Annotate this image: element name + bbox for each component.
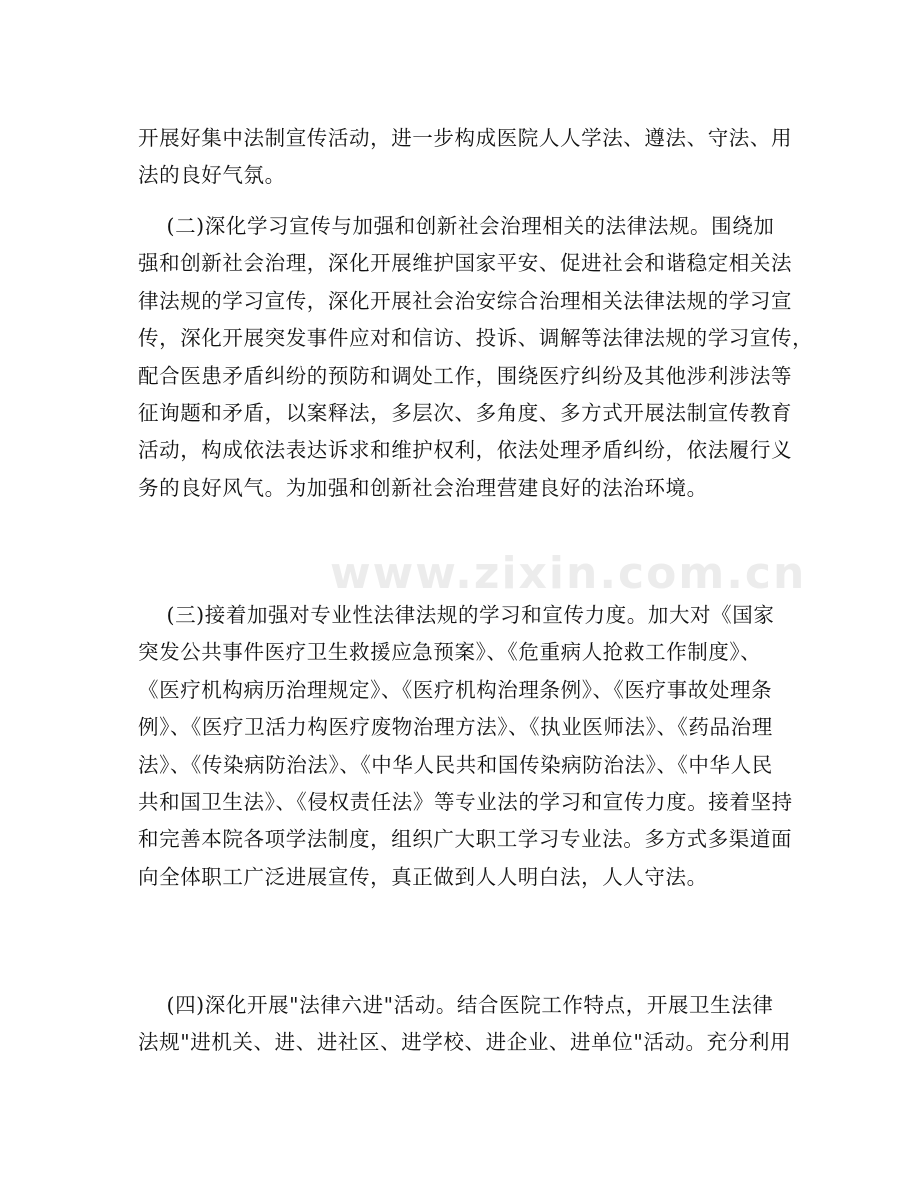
text-line: 法的良好气氛。 (138, 163, 286, 188)
text-line: 法规"进机关、进、进社区、进学校、进企业、进单位"活动。充分利用 (138, 1030, 792, 1055)
text-line: 共和国卫生法》、《侵权责任法》等专业法的学习和宣传力度。接着坚持 (138, 789, 793, 814)
text-line: 和完善本院各项学法制度，组织广大职工学习专业法。多方式多渠道面 (138, 827, 793, 852)
text-line: 例》、《医疗卫活力构医疗废物治理方法》、《执业医师法》、《药品治理 (138, 715, 773, 740)
text-line: 征询题和矛盾，以案释法，多层次、多角度、多方式开展法制宣传教育 (138, 400, 793, 425)
text-line: 法》、《传染病防治法》、《中华人民共和国传染病防治法》、《中华人民 (138, 752, 773, 777)
text-line: (三)接着加强对专业性法律法规的学习和宣传力度。加大对《国家 (138, 603, 775, 627)
text-line: 配合医患矛盾纠纷的预防和调处工作，围绕医疗纠纷及其他涉利涉法等 (138, 363, 793, 388)
watermark: www.zixin.com.cn (330, 548, 807, 599)
text-line: 传，深化开展突发事件应对和信访、投诉、调解等法律法规的学习宣传， (138, 326, 814, 351)
paragraph-2 (138, 208, 814, 507)
text-line: 活动，构成依法表达诉求和维护权利，依法处理矛盾纠纷，依法履行义 (138, 438, 793, 463)
paragraph-4 (138, 987, 792, 1062)
paragraph-3 (138, 597, 793, 896)
text-line: (四)深化开展"法律六进"活动。结合医院工作特点，开展卫生法律 (138, 993, 774, 1017)
body-text (138, 120, 793, 195)
text-line: 向全体职工广泛进展宣传，真正做到人人明白法，人人守法。 (138, 864, 708, 889)
text-line: 突发公共事件医疗卫生救援应急预案》、《危重病人抢救工作制度》、 (138, 640, 762, 665)
text-line: 《医疗机构病历治理规定》、《医疗机构治理条例》、《医疗事故处理条 (138, 677, 773, 702)
text-line: 强和创新社会治理，深化开展维护国家平安、促进社会和谐稳定相关法 (138, 251, 793, 276)
text-line: 律法规的学习宣传，深化开展社会治安综合治理相关法律法规的学习宣 (138, 288, 793, 313)
text-line: 务的良好风气。为加强和创新社会治理营建良好的法治环境。 (138, 475, 708, 500)
text-line: (二)深化学习宣传与加强和创新社会治理相关的法律法规。围绕加 (138, 214, 775, 238)
text-line: 开展好集中法制宣传活动，进一步构成医院人人学法、遵法、守法、用 (138, 126, 793, 150)
